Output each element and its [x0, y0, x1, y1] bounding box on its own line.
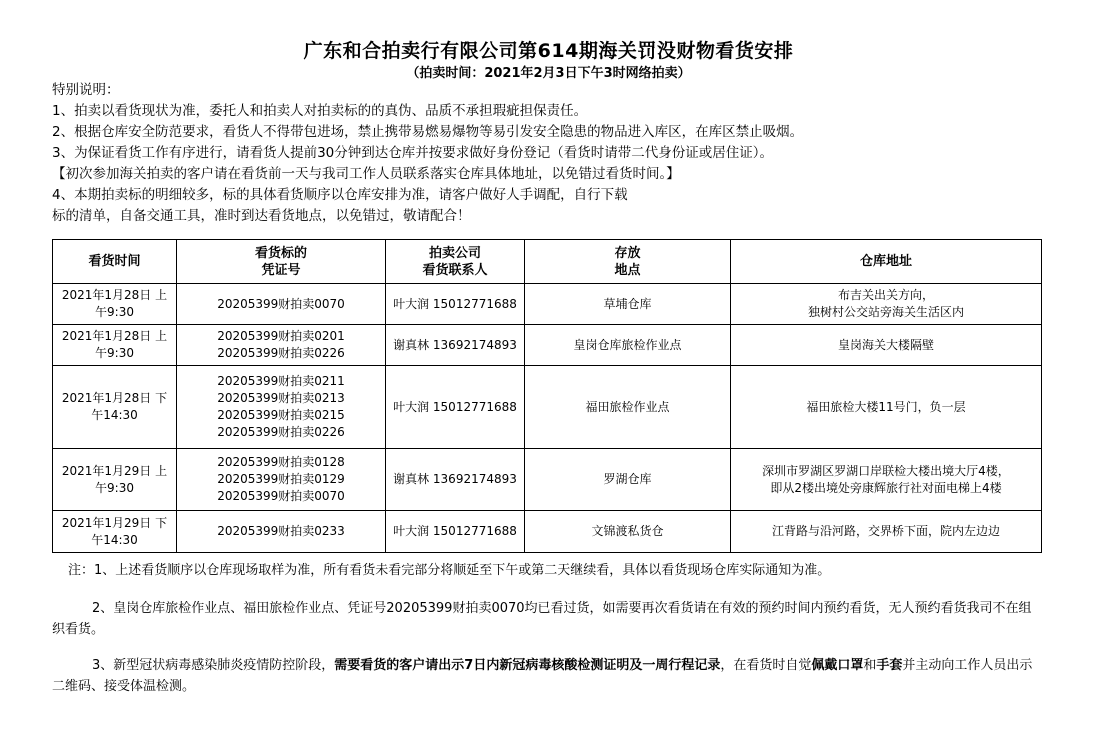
note-heading: 特别说明：: [52, 82, 120, 98]
cell-contact: 谢真林 13692174893: [386, 449, 525, 511]
footer-note-1: 注：1、上述看货顺序以仓库现场取样为准，所有看货未看完部分将顺延至下午或第二天继续看，具体以看货现场仓库实际通知为准。: [68, 563, 831, 578]
cell-location: 草埔仓库: [525, 284, 731, 325]
note-item: 【初次参加海关拍卖的客户请在看货前一天与我司工作人员联系落实仓库具体地址，以免错过看货时间。】: [52, 166, 680, 182]
cell-location: 福田旅检作业点: [525, 366, 731, 449]
note-item: 2、根据仓库安全防范要求，看货人不得带包进场，禁止携带易燃易爆物等易引发安全隐患的物品进入库区，在库区禁止吸烟。: [52, 124, 804, 140]
cell-voucher: 20205399财拍卖0201 20205399财拍卖0226: [177, 325, 386, 366]
note-item: 1、拍卖以看货现状为准，委托人和拍卖人对拍卖标的的真伪、品质不承担瑕疵担保责任。: [52, 103, 588, 119]
footer-note-3-part: 并主动向工作人员出示二维码、接受体温检测。: [52, 658, 1033, 694]
viewing-schedule-table: [52, 239, 1042, 553]
cell-location: 文锦渡私货仓: [525, 511, 731, 553]
cell-time: 2021年1月28日 下 午14:30: [53, 366, 177, 449]
cell-time: 2021年1月28日 上 午9:30: [53, 284, 177, 325]
cell-time: 2021年1月29日 下 午14:30: [53, 511, 177, 553]
cell-location: 罗湖仓库: [525, 449, 731, 511]
table-row: [53, 284, 1042, 325]
header-address: 仓库地址: [731, 240, 1042, 284]
header-viewing-time: 看货时间: [53, 240, 177, 284]
cell-address: 皇岗海关大楼隔壁: [731, 325, 1042, 366]
cell-address: 福田旅检大楼11号门，负一层: [731, 366, 1042, 449]
cell-contact: 叶大润 15012771688: [386, 366, 525, 449]
footer-note-3: [52, 655, 1042, 697]
note-item: 4、本期拍卖标的明细较多，标的具体看货顺序以仓库安排为准，请客户做好人手调配，自行下载: [52, 187, 628, 203]
page-subtitle: （拍卖时间：2021年2月3日下午3时网络拍卖）: [406, 66, 691, 81]
footer-note-2: 2、皇岗仓库旅检作业点、福田旅检作业点、凭证号20205399财拍卖0070均已看过货，如需要再次看货请在有效的预约时间内预约看货，无人预约看货我司不在组织看货。: [52, 601, 1032, 637]
footer-note-3-emphasis: 佩戴口罩: [811, 658, 864, 673]
table-row: [53, 511, 1042, 553]
note-item: 标的清单，自备交通工具，准时到达看货地点，以免错过，敬请配合！: [52, 208, 471, 224]
cell-voucher: 20205399财拍卖0070: [177, 284, 386, 325]
special-notes: [52, 80, 1092, 227]
cell-contact: 谢真林 13692174893: [386, 325, 525, 366]
cell-time: 2021年1月28日 上 午9:30: [53, 325, 177, 366]
cell-time: 2021年1月29日 上 午9:30: [53, 449, 177, 511]
cell-contact: 叶大润 15012771688: [386, 284, 525, 325]
footer-note-3-emphasis: 手套: [876, 658, 903, 673]
header-voucher: 看货标的 凭证号: [177, 240, 386, 284]
cell-voucher: 20205399财拍卖0128 20205399财拍卖0129 20205399财拍卖0070: [177, 449, 386, 511]
cell-address: 深圳市罗湖区罗湖口岸联检大楼出境大厅4楼， 即从2楼出境处旁康辉旅行社对面电梯上4楼: [731, 449, 1042, 511]
cell-contact: 叶大润 15012771688: [386, 511, 525, 553]
header-contact: 拍卖公司 看货联系人: [386, 240, 525, 284]
table-row: [53, 449, 1042, 511]
cell-address: 江背路与沿河路，交界桥下面，院内左边边: [731, 511, 1042, 553]
cell-voucher: 20205399财拍卖0211 20205399财拍卖0213 20205399财拍卖0215 20205399财拍卖0226: [177, 366, 386, 449]
cell-address: 布吉关出关方向， 独树村公交站旁海关生活区内: [731, 284, 1042, 325]
page-title: 广东和合拍卖行有限公司第614期海关罚没财物看货安排: [303, 40, 794, 62]
table-row: [53, 366, 1042, 449]
footer-note-3-part: 和: [863, 658, 877, 673]
table-header-row: [53, 240, 1042, 284]
footer-note-3-part: 3、新型冠状病毒感染肺炎疫情防控阶段，: [92, 658, 335, 673]
footer-note-3-emphasis: 需要看货的客户请出示7日内新冠病毒核酸检测证明及一周行程记录: [334, 658, 721, 673]
table-row: [53, 325, 1042, 366]
cell-voucher: 20205399财拍卖0233: [177, 511, 386, 553]
note-item: 3、为保证看货工作有序进行，请看货人提前30分钟到达仓库并按要求做好身份登记（看货时请带二代身份证或居住证）。: [52, 145, 774, 161]
footer-note-3-part: ，在看货时自觉: [720, 658, 812, 673]
cell-location: 皇岗仓库旅检作业点: [525, 325, 731, 366]
header-location: 存放 地点: [525, 240, 731, 284]
